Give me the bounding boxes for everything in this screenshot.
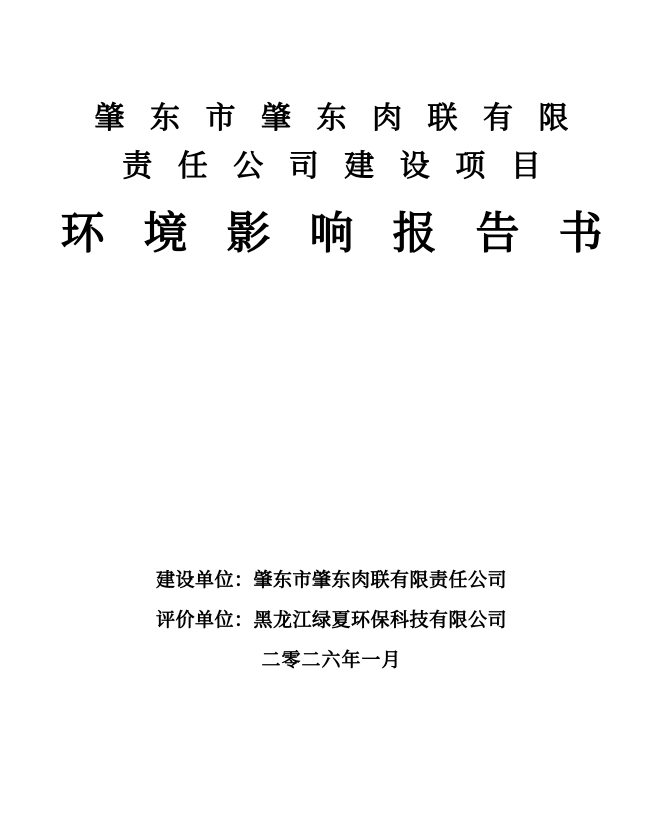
construction-unit-row (0, 561, 663, 601)
document-date: 二零二六年一月 (261, 650, 402, 671)
title-line-2: 责 任 公 司 建 设 项 目 (122, 150, 550, 183)
main-title: 环 境 影 响 报 告 书 (60, 209, 617, 258)
page-spacer (0, 267, 663, 561)
footer-block (0, 561, 663, 681)
assessment-unit-label: 评价单位： (155, 610, 254, 631)
title-line-1: 肇 东 市 肇 东 肉 联 有 限 (94, 102, 578, 135)
assessment-unit-value: 黑龙江绿夏环保科技有限公司 (253, 610, 508, 631)
assessment-unit-row (0, 601, 663, 641)
title-block (0, 95, 663, 267)
construction-unit-value: 肇东市肇东肉联有限责任公司 (253, 570, 508, 591)
construction-unit-label: 建设单位： (155, 570, 254, 591)
